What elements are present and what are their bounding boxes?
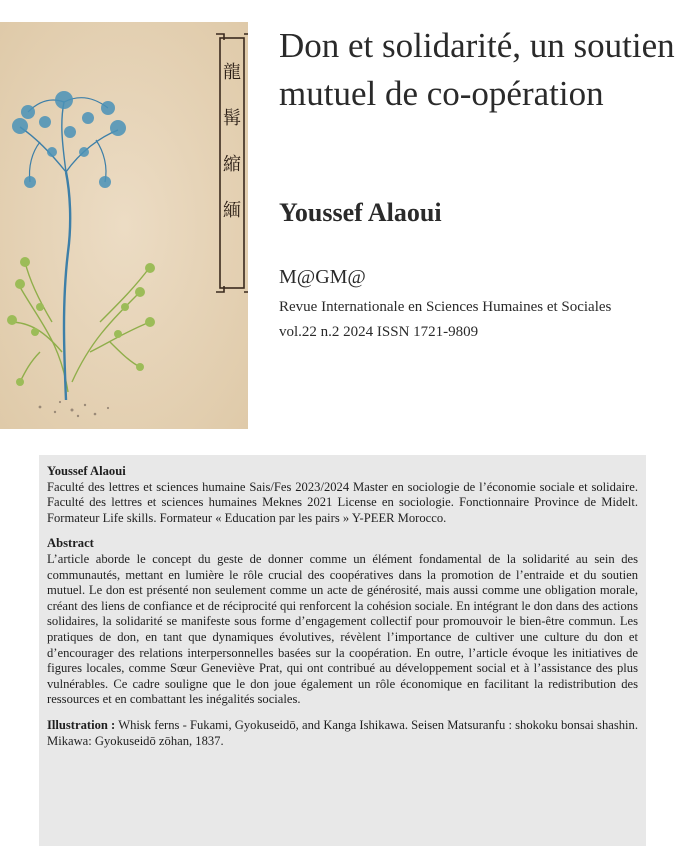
illustration-credit-text: Whisk ferns - Fukami, Gyokuseidō, and Kanga Ishikawa. Seisen Matsuranfu : shokoku bonsai shashin. Mikawa: Gyokuseidō zōhan, 1837. (47, 717, 638, 748)
abstract-box (39, 455, 646, 846)
whisk-fern-drawing (0, 22, 248, 429)
bio-name: Youssef Alaoui (47, 464, 126, 478)
article-author: Youssef Alaoui (279, 198, 442, 227)
article-title: Don et solidarité, un soutien mutuel de co-opération (279, 26, 675, 113)
seal-char-3: 縮 (223, 154, 241, 175)
journal-subtitle: Revue Internationale en Sciences Humaines et Sociales (279, 299, 612, 315)
cover-illustration (0, 22, 248, 429)
journal-name: M@GM@ (279, 266, 366, 288)
abstract-heading: Abstract (47, 536, 94, 551)
abstract-text: L’article aborde le concept du geste de donner comme un élément fondamental de la solidarité au sein des communautés, mettant en lumière le rôle crucial des coopératives dans la promotion de l’entraide et du soutien mutuel. Le don est présenté non seulement comme un acte de générosité, mais aussi comme une obligation morale, créant des liens de confiance et de réciprocité qui renforcent la cohésion sociale. En intégrant le don dans des actions solidaires, la solidarité se manifeste sous forme d’engagement collectif pour promouvoir le bien-être commun. Les pratiques de don, en tant que dynamiques évolutives, révèlent l’importance de cultiver une culture du don et d’encourager des relations interpersonnelles basées sur la coopération. En outre, l’article évoque les initiatives de figures locales, comme Sœur Geneviève Prat, qui ont contribué au développement social et à l’assistance des plus vulnérables. Ce cadre souligne que le don joue également un rôle économique en facilitant la redistribution des ressources et en combattant les inégalités sociales. (47, 551, 638, 707)
seal-char-4: 緬 (223, 200, 241, 221)
illustration-credit (47, 718, 638, 749)
seal-char-2: 髯 (223, 108, 241, 129)
journal-volume: vol.22 n.2 2024 ISSN 1721-9809 (279, 324, 479, 340)
bio-text: Faculté des lettres et sciences humaine Sais/Fes 2023/2024 Master en sociologie de l’économie sociale et solidaire. Faculté des lettres et sciences humaines Meknes 2021 License en sociologie. Fonctionnaire Province de Midelt. Formateur Life skills. Formateur « Education par les pairs » Y-PEER Morocco. (47, 479, 638, 525)
seal-char-1: 龍 (223, 62, 241, 83)
illustration-credit-label: Illustration : (47, 717, 116, 732)
